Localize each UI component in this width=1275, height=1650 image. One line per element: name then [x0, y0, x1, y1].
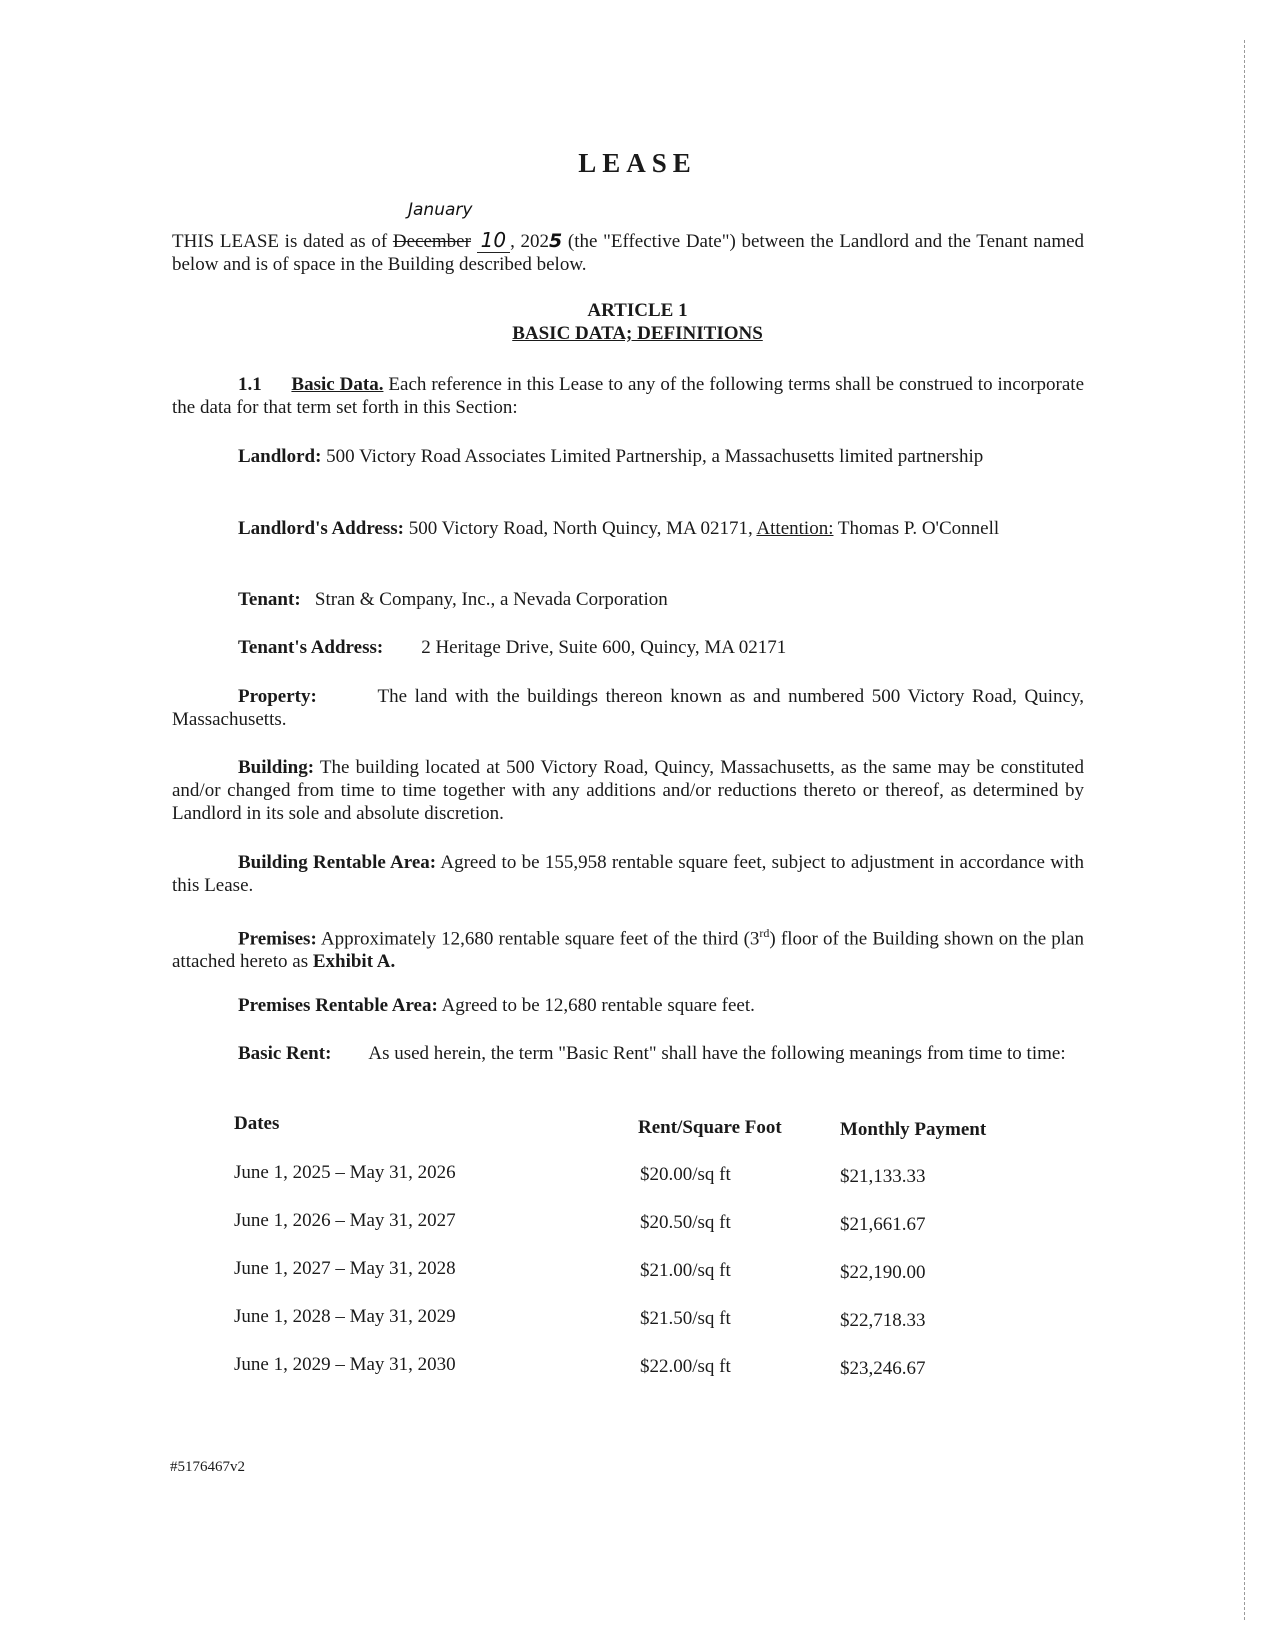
term-label: Tenant:	[238, 589, 301, 610]
term-label: Landlord:	[238, 446, 322, 467]
document-title: LEASE	[578, 148, 697, 178]
intro-suffix: (the "Effective Date") between the Landlord and the Tenant named below and is of space in the Building described below.	[172, 231, 1085, 275]
handwritten-month: January	[408, 200, 473, 220]
rent-row-dates: June 1, 2027 – May 31, 2028	[234, 1258, 456, 1279]
term-value: Agreed to be 12,680 rentable square feet.	[441, 995, 755, 1016]
rent-row-monthly: $21,133.33	[840, 1166, 926, 1187]
term-building-rentable-area	[172, 851, 1084, 897]
rent-row-monthly: $23,246.67	[840, 1358, 926, 1379]
term-value: Approximately 12,680 rentable square feet of the third (3	[320, 928, 760, 950]
rent-row-rate: $21.50/sq ft	[640, 1308, 731, 1329]
term-label: Building Rentable Area:	[238, 852, 437, 873]
ordinal-sup: rd	[759, 926, 770, 940]
handwritten-year-digit: 5	[549, 230, 563, 252]
term-value: 500 Victory Road, North Quincy, MA 02171,	[408, 518, 753, 539]
term-label: Premises Rentable Area:	[238, 995, 438, 1016]
term-value: Stran & Company, Inc., a Nevada Corporation	[314, 589, 668, 610]
intro-year: 202	[520, 231, 549, 252]
rent-row-dates: June 1, 2029 – May 31, 2030	[234, 1354, 456, 1375]
rent-table-header-rate: Rent/Square Foot	[638, 1117, 782, 1138]
term-value: 500 Victory Road Associates Limited Partnership, a Massachusetts limited partnership	[326, 446, 984, 467]
handwritten-day: 10	[477, 229, 510, 253]
rent-row-rate: $20.00/sq ft	[640, 1164, 731, 1185]
term-landlord-address	[172, 517, 1084, 540]
term-label: Building:	[238, 757, 315, 778]
rent-row-monthly: $21,661.67	[840, 1214, 926, 1235]
section-1-1	[172, 373, 1084, 419]
term-premises	[172, 922, 1084, 973]
term-property	[172, 685, 1084, 731]
article-number: ARTICLE 1	[587, 300, 688, 321]
term-label: Tenant's Address:	[238, 637, 384, 658]
rent-table-header-monthly: Monthly Payment	[840, 1119, 987, 1140]
attention-label: Attention:	[756, 518, 834, 539]
rent-row-rate: $20.50/sq ft	[640, 1212, 731, 1233]
term-premises-rentable-area	[172, 994, 1084, 1017]
intro-prefix: THIS LEASE is dated as of	[172, 231, 388, 252]
exhibit-ref: Exhibit A.	[312, 951, 396, 973]
term-landlord	[172, 445, 1084, 468]
term-label: Property:	[238, 686, 317, 707]
rent-row-dates: June 1, 2028 – May 31, 2029	[234, 1306, 456, 1327]
term-value: Agreed to be 155,958 rentable square feet, subject to adjustment in accordance with this Lease.	[172, 852, 1085, 896]
rent-row-monthly: $22,190.00	[840, 1262, 926, 1283]
attention-value: Thomas P. O'Connell	[837, 518, 1000, 539]
term-label: Basic Rent:	[238, 1043, 332, 1064]
term-basic-rent	[172, 1042, 1084, 1065]
struck-month: December	[392, 231, 471, 252]
rent-row-rate: $21.00/sq ft	[640, 1260, 731, 1281]
section-title: Basic Data.	[291, 374, 384, 395]
intro-paragraph: THIS LEASE is dated as of December 10 , 2025 (the "Effective Date") between the Landlord and the Tenant named below and is of space in the Building described below.	[172, 228, 1085, 275]
term-tenant	[172, 588, 1084, 611]
article-heading: BASIC DATA; DEFINITIONS	[512, 323, 763, 344]
term-label: Premises:	[238, 928, 317, 950]
scan-edge-mark	[1243, 40, 1245, 1620]
rent-row-monthly: $22,718.33	[840, 1310, 926, 1331]
term-value: 2 Heritage Drive, Suite 600, Quincy, MA 02171	[421, 637, 787, 658]
section-number: 1.1	[238, 374, 262, 395]
rent-table-header-dates: Dates	[234, 1113, 280, 1134]
term-building	[172, 756, 1084, 825]
term-tenant-address	[172, 636, 1084, 659]
term-value: The building located at 500 Victory Road, Quincy, Massachusetts, as the same may be constituted and/or changed from time to time together with any additions and/or reductions thereto or thereof, as determined by Landlord in its sole and absolute discretion.	[172, 757, 1084, 824]
rent-row-dates: June 1, 2026 – May 31, 2027	[234, 1210, 456, 1231]
rent-row-dates: June 1, 2025 – May 31, 2026	[234, 1162, 456, 1183]
section-text: Each reference in this Lease to any of the following terms shall be construed to incorporate the data for that term set forth in this Section:	[172, 374, 1085, 418]
term-label: Landlord's Address:	[238, 518, 404, 539]
document-id-footer: #5176467v2	[170, 1459, 245, 1475]
rent-row-rate: $22.00/sq ft	[640, 1356, 731, 1377]
term-value: The land with the buildings thereon known as and numbered 500 Victory Road, Quincy, Massachusetts.	[172, 686, 1084, 730]
term-value: As used herein, the term "Basic Rent" shall have the following meanings from time to time:	[368, 1043, 1066, 1064]
term-value-cont: ) floor of the Building shown on the plan attached hereto as	[172, 928, 1084, 973]
